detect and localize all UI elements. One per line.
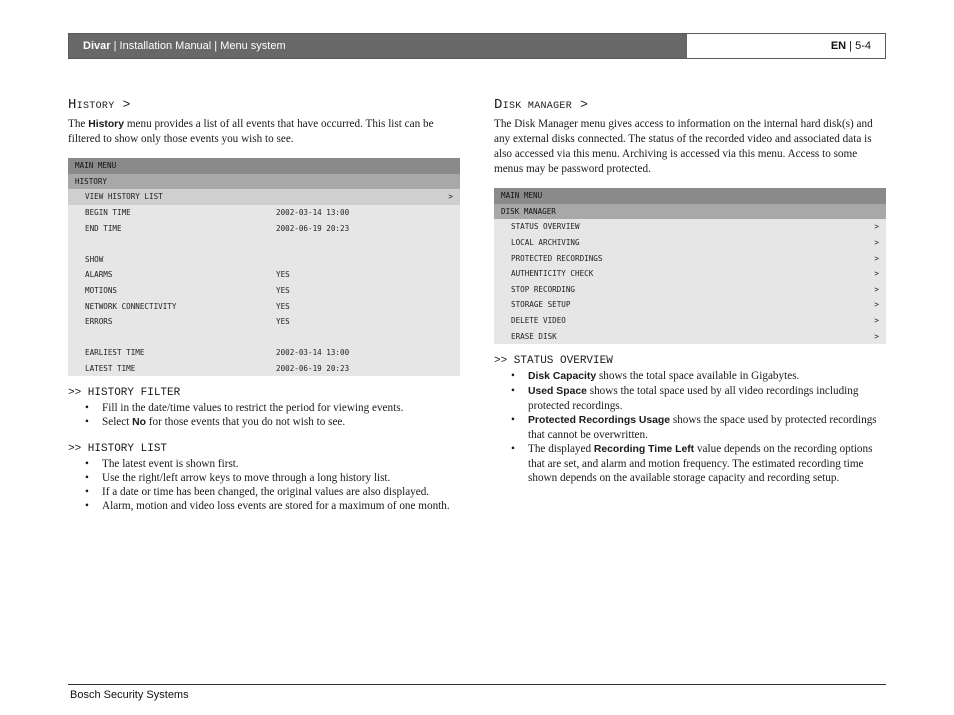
bullet-icon: • (85, 486, 89, 499)
chevron-right-icon: > (874, 222, 879, 232)
disk-manager-section (494, 96, 886, 485)
list-item-text: for those events that you do not wish to see. (146, 416, 346, 429)
history-list-title: >> HISTORY LIST (68, 443, 168, 456)
list-item-bold: Recording Time Left (593, 443, 695, 455)
menu-item-label: ERRORS (85, 317, 113, 327)
footer-company: Bosch Security Systems (70, 689, 189, 701)
list-item-text: If a date or time has been changed, the original values are also displayed. (102, 486, 430, 499)
menu-item-label: ERASE DISK (511, 331, 557, 341)
list-item-text: The latest event is shown first. (102, 458, 239, 471)
menu-item-label: END TIME (85, 223, 122, 233)
list-item-text: Alarm, motion and video loss events are stored for a maximum of one month. (102, 500, 450, 513)
menu-item (494, 328, 886, 344)
list-item (494, 442, 886, 485)
disk-title-initial: D (494, 97, 503, 113)
bullet-icon: • (511, 442, 515, 455)
history-title (68, 96, 460, 114)
menu-item-value: 2002-03-14 13:00 (276, 348, 350, 358)
list-item-text: Use the right/left arrow keys to move through a long history list. (102, 472, 391, 485)
menu-item-label: PROTECTED RECORDINGS (511, 253, 603, 263)
menu-item-blank (68, 236, 460, 252)
menu-item-label: STATUS OVERVIEW (511, 222, 580, 232)
list-item (68, 471, 460, 485)
menu-item-value: YES (276, 317, 290, 327)
bullet-icon: • (511, 413, 515, 426)
menu-item (68, 267, 460, 283)
history-list-list (68, 457, 460, 513)
menu-item-label: STORAGE SETUP (511, 300, 571, 310)
menu-item-label: DELETE VIDEO (511, 316, 566, 326)
menu-item (68, 361, 460, 377)
menu-header-history: HISTORY (68, 174, 460, 190)
chevron-right-icon: > (874, 238, 879, 248)
list-item-text: shows the total space used by all video recordings including protected recordings. (528, 384, 859, 412)
disk-manager-intro: The Disk Manager menu gives access to information on the internal hard disk(s) and any external disks connected. The status of the recorded video and associated data is also accessed via this menu. Archiving is accessed via this menu. Access to some menus may be password protected. (494, 118, 873, 175)
disk-manager-menu-screenshot (494, 188, 886, 344)
list-item-text: value depends on the recording options that are set, and alarm and motion frequency. The estimated recording time shown depends on the available storage capacity and recording setup. (528, 442, 873, 484)
menu-item-label: ALARMS (85, 270, 113, 280)
history-intro-text: The (68, 118, 89, 130)
history-section (68, 96, 460, 513)
status-overview-block (494, 354, 886, 485)
menu-item (68, 298, 460, 314)
menu-item (68, 205, 460, 221)
chevron-right-icon: > (874, 253, 879, 263)
menu-item (68, 345, 460, 361)
history-filter-list (68, 401, 460, 430)
menu-item (68, 314, 460, 330)
menu-header-main: MAIN MENU (68, 158, 460, 174)
status-overview-list (494, 369, 886, 485)
history-title-rest: ISTORY (76, 101, 115, 112)
header-sep: | (110, 40, 120, 52)
history-filter-block (68, 386, 460, 430)
bullet-icon: • (85, 416, 89, 429)
header-page-sep: | (846, 40, 856, 52)
list-item-bold: No (132, 417, 146, 429)
menu-item (494, 235, 886, 251)
menu-item (494, 219, 886, 235)
menu-item-blank (68, 330, 460, 346)
header-brand: Divar (83, 40, 111, 52)
menu-item (68, 220, 460, 236)
menu-item-value: 2002-06-19 20:23 (276, 223, 350, 233)
menu-item (494, 282, 886, 298)
list-item (494, 384, 886, 413)
history-intro-bold: History (88, 119, 125, 130)
list-item-bold: Disk Capacity (528, 370, 597, 382)
menu-item-label: LATEST TIME (85, 364, 136, 374)
menu-item-value: 2002-03-14 13:00 (276, 208, 350, 218)
menu-item-label: STOP RECORDING (511, 284, 576, 294)
list-item (68, 401, 460, 415)
menu-item-value: YES (276, 270, 290, 280)
list-item-bold: Protected Recordings Usage (528, 414, 671, 426)
menu-item-label: NETWORK CONNECTIVITY (85, 301, 177, 311)
menu-item-label: SHOW (85, 254, 104, 264)
list-item (494, 413, 886, 442)
status-overview-title: >> STATUS OVERVIEW (494, 354, 613, 367)
bullet-icon: • (85, 458, 89, 471)
menu-item (68, 189, 460, 205)
chevron-right-icon: > (874, 331, 879, 341)
chevron-right-icon: > (448, 192, 453, 202)
disk-title-rest: ISK MANAGER (502, 101, 573, 112)
menu-item-label: AUTHENTICITY CHECK (511, 269, 594, 279)
menu-item (494, 297, 886, 313)
menu-header-main: MAIN MENU (494, 188, 886, 204)
menu-item-label: MOTIONS (85, 286, 118, 296)
header-sep: | (211, 40, 221, 52)
menu-item-label: EARLIEST TIME (85, 348, 145, 358)
header-lang: EN (830, 40, 847, 52)
menu-item-value: YES (276, 301, 290, 311)
list-item (494, 369, 886, 384)
disk-title-arrow: > (572, 97, 589, 112)
history-menu-screenshot (68, 158, 460, 376)
history-intro (68, 117, 460, 147)
menu-item-label: LOCAL ARCHIVING (511, 238, 580, 248)
menu-item-value: YES (276, 286, 290, 296)
list-item (68, 485, 460, 499)
list-item-text: Fill in the date/time values to restrict the period for viewing events. (102, 402, 404, 415)
history-intro-text: menu provides a list of all events that have occurred. This list can be filtered to show only those events you wish to see. (68, 118, 434, 145)
chevron-right-icon: > (874, 284, 879, 294)
history-filter-title: >> HISTORY FILTER (68, 387, 181, 400)
menu-item (68, 252, 460, 268)
header-doc: Installation Manual (119, 40, 212, 52)
disk-manager-title (494, 96, 886, 114)
list-item-text: shows the total space available in Gigabytes. (596, 369, 800, 382)
header-chapter: Menu system (220, 40, 286, 52)
list-item-text: Select (102, 416, 133, 429)
list-item (68, 499, 460, 513)
list-item (68, 415, 460, 430)
menu-item (494, 250, 886, 266)
history-title-initial: H (68, 97, 77, 113)
list-item-text: shows the space used by protected recordings that cannot be overwritten. (528, 413, 877, 441)
bullet-icon: • (511, 384, 515, 397)
menu-item (494, 266, 886, 282)
footer-divider (68, 684, 886, 685)
header-doc-info (69, 34, 687, 58)
menu-item-value: 2002-06-19 20:23 (276, 364, 350, 374)
history-list-block (68, 442, 460, 513)
list-item-bold: Used Space (528, 385, 587, 397)
menu-item (494, 313, 886, 329)
chevron-right-icon: > (874, 300, 879, 310)
menu-item-label: VIEW HISTORY LIST (85, 192, 163, 202)
chevron-right-icon: > (874, 316, 879, 326)
list-item (68, 457, 460, 471)
history-title-arrow: > (114, 97, 131, 112)
bullet-icon: • (85, 472, 89, 485)
page-header (68, 33, 886, 59)
menu-header-disk-manager: DISK MANAGER (494, 204, 886, 220)
list-item-text: The displayed (528, 442, 594, 455)
menu-item-label: BEGIN TIME (85, 208, 131, 218)
header-page-number: 5-4 (855, 40, 871, 52)
chevron-right-icon: > (874, 269, 879, 279)
header-page-info (687, 34, 885, 58)
menu-item (68, 283, 460, 299)
bullet-icon: • (85, 500, 89, 513)
bullet-icon: • (511, 369, 515, 382)
bullet-icon: • (85, 402, 89, 415)
